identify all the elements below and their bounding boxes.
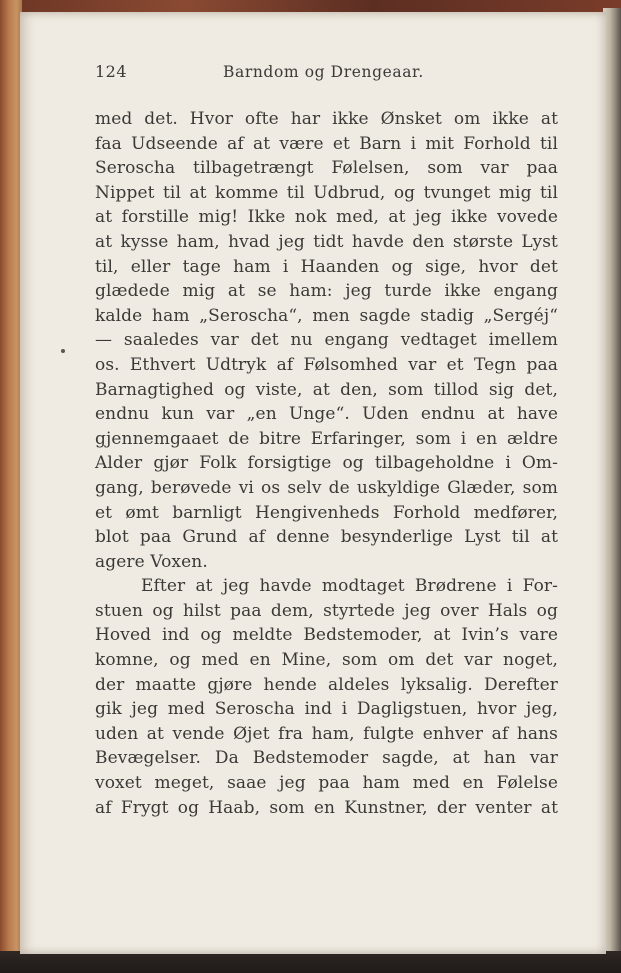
text-line: til, eller tage ham i Haanden og sige, hvor det bbox=[95, 256, 558, 277]
text-line: blot paa Grund af denne besynderlige Lyst til at bbox=[95, 527, 558, 548]
text-line: med det. Hvor ofte har ikke Ønsket om ikke at bbox=[95, 109, 558, 129]
text-line: der maatte gjøre hende aldeles lyksalig. Derefter bbox=[95, 674, 558, 695]
text-line: Barnagtighed og viste, at den, som tillod sig det, bbox=[95, 379, 558, 400]
text-line: et ømt barnligt Hengivenheds Forhold medfører, bbox=[95, 502, 558, 523]
running-head: Barndom og Drengeaar. bbox=[223, 63, 424, 81]
text-line: gik jeg med Seroscha ind i Dagligstuen, hvor jeg, bbox=[95, 699, 558, 720]
text-line: at kysse ham, hvad jeg tidt havde den største Lyst bbox=[95, 231, 558, 252]
text-line: glædede mig at se ham: jeg turde ikke engang bbox=[95, 281, 558, 302]
binding-shadow bbox=[0, 951, 621, 973]
text-line: Seroscha tilbagetrængt Følelsen, som var paa bbox=[95, 158, 558, 179]
text-line: kalde ham „Seroscha“, men sagde stadig „Sergéj“ bbox=[95, 305, 558, 326]
text-line: voxet meget, saae jeg paa ham med en Følelse bbox=[95, 773, 558, 794]
text-line: komne, og med en Mine, som om det var noget, bbox=[95, 650, 558, 671]
text-line: Hoved ind og meldte Bedstemoder, at Ivin’s vare bbox=[95, 625, 558, 646]
text-line: gang, berøvede vi os selv de uskyldige Glæder, som bbox=[95, 477, 558, 498]
text-line: endnu kun var „en Unge“. Uden endnu at have bbox=[95, 404, 558, 425]
ink-speck bbox=[61, 349, 65, 353]
text-line: Bevægelser. Da Bedstemoder sagde, at han var bbox=[95, 748, 558, 769]
text-line: gjennemgaaet de bitre Erfaringer, som i en ældre bbox=[95, 428, 558, 449]
text-line: uden at vende Øjet fra ham, fulgte enhver af hans bbox=[95, 723, 558, 744]
text-line: Alder gjør Folk forsigtige og tilbageholdne i Om- bbox=[95, 453, 558, 474]
text-line: — saaledes var det nu engang vedtaget imellem bbox=[95, 330, 558, 351]
text-line: af Frygt og Haab, som en Kunstner, der venter at bbox=[95, 797, 558, 818]
text-line: at forstille mig! Ikke nok med, at jeg ikke vovede bbox=[95, 207, 558, 228]
text-line: os. Ethvert Udtryk af Følsomhed var et Tegn paa bbox=[95, 354, 558, 375]
text-line-paragraph-start: Efter at jeg havde modtaget Brødrene i For- bbox=[141, 576, 558, 597]
text-line-paragraph-end: agere Voxen. bbox=[95, 551, 208, 572]
text-line: Nippet til at komme til Udbrud, og tvunget mig til bbox=[95, 182, 558, 203]
text-line: stuen og hilst paa dem, styrtede jeg over Hals og bbox=[95, 600, 558, 621]
page-number: 124 bbox=[95, 62, 128, 81]
book-cover-edge bbox=[0, 0, 22, 973]
text-line: faa Udseende af at være et Barn i mit Forhold til bbox=[95, 133, 558, 154]
body-text bbox=[95, 107, 558, 820]
page-header bbox=[95, 62, 558, 86]
